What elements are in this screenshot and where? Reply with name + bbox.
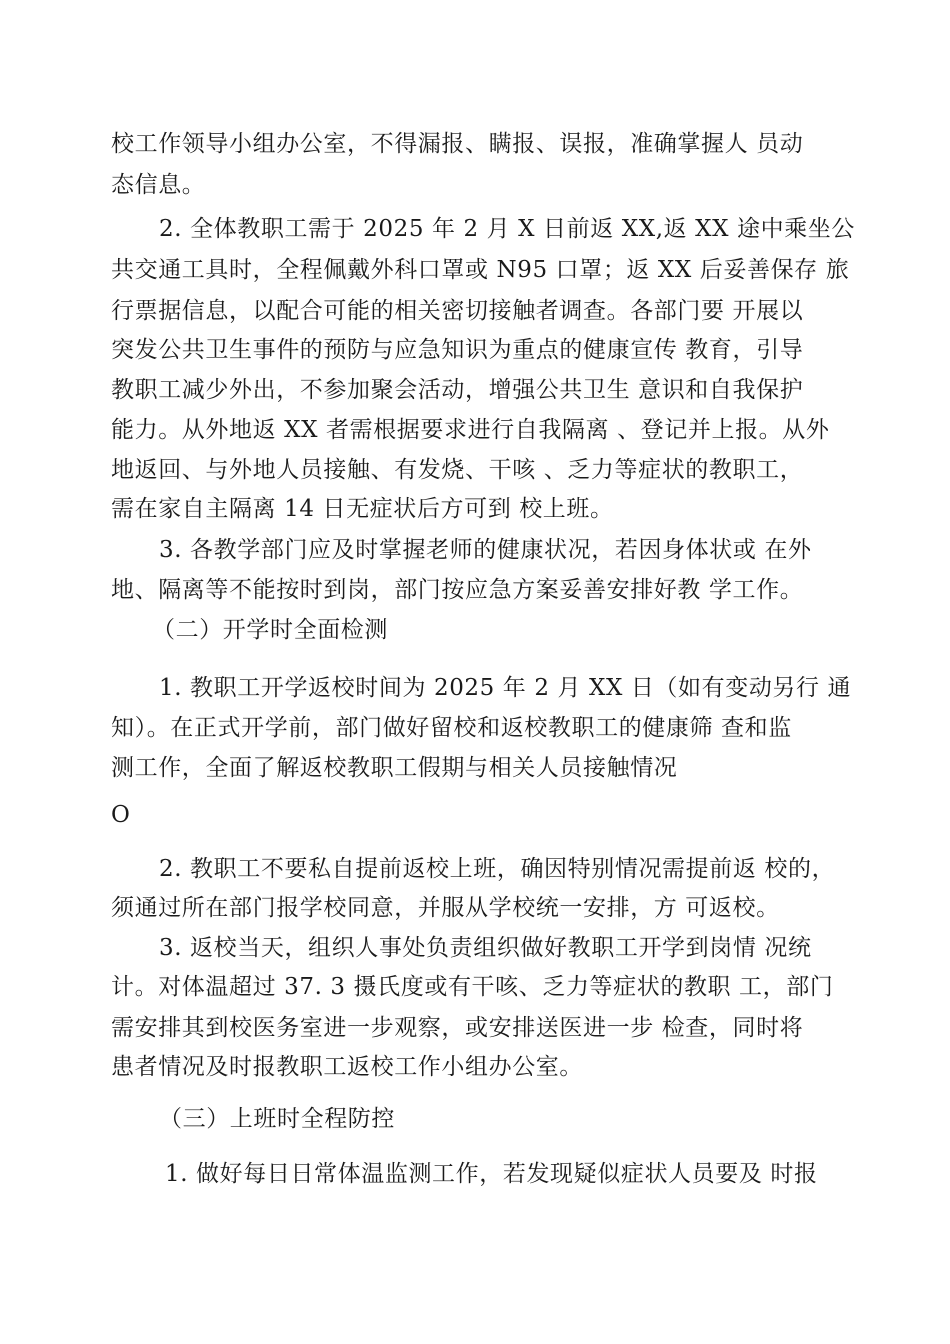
text-line: 校工作领导小组办公室，不得漏报、瞒报、误报，准确掌握人 员动 bbox=[111, 131, 804, 157]
text-line: 3. 返校当天，组织人事处负责组织做好教职工开学到岗情 况统 bbox=[159, 935, 812, 961]
text-line: 患者情况及时报教职工返校工作小组办公室。 bbox=[111, 1054, 583, 1080]
text-line: 突发公共卫生事件的预防与应急知识为重点的健康宣传 教育，引导 bbox=[111, 337, 804, 363]
text-line: 地、隔离等不能按时到岗，部门按应急方案妥善安排好教 学工作。 bbox=[111, 577, 804, 603]
text-line: 共交通工具时，全程佩戴外科口罩或 N95 口罩；返 XX 后妥善保存 旅 bbox=[111, 257, 850, 283]
text-line: 计。对体温超过 37. 3 摄氏度或有干咳、乏力等症状的教职 工，部门 bbox=[111, 974, 834, 1000]
text-line: 须通过所在部门报学校同意，并服从学校统一安排，方 可返校。 bbox=[111, 895, 780, 921]
text-line: 测工作，全面了解返校教职工假期与相关人员接触情况 bbox=[111, 755, 678, 781]
text-line: 2. 全体教职工需于 2025 年 2 月 X 日前返 XX,返 XX 途中乘坐公 bbox=[159, 216, 856, 242]
section-heading: （二）开学时全面检测 bbox=[152, 617, 388, 643]
text-line: 知）。在正式开学前，部门做好留校和返校教职工的健康筛 查和监 bbox=[111, 715, 792, 741]
text-line: 态信息。 bbox=[111, 172, 206, 198]
text-line: 地返回、与外地人员接触、有发烧、干咳 、乏力等症状的教职工， bbox=[111, 457, 804, 483]
text-line: 教职工减少外出，不参加聚会活动，增强公共卫生 意识和自我保护 bbox=[111, 377, 804, 403]
text-line: 3. 各教学部门应及时掌握老师的健康状况，若因身体状或 在外 bbox=[159, 537, 812, 563]
text-line: 需在家自主隔离 14 日无症状后方可到 校上班。 bbox=[111, 496, 614, 522]
text-line: 需安排其到校医务室进一步观察，或安排送医进一步 检查，同时将 bbox=[111, 1015, 804, 1041]
text-line: 1. 教职工开学返校时间为 2025 年 2 月 XX 日（如有变动另行 通 bbox=[159, 675, 852, 701]
text-line: 行票据信息，以配合可能的相关密切接触者调查。各部门要 开展以 bbox=[111, 298, 804, 324]
text-line: 2. 教职工不要私自提前返校上班，确因特别情况需提前返 校的， bbox=[159, 856, 836, 882]
text-line: O bbox=[111, 802, 131, 828]
text-line: 能力。从外地返 XX 者需根据要求进行自我隔离 、登记并上报。从外 bbox=[111, 417, 830, 443]
text-line: 1. 做好每日日常体温监测工作，若发现疑似症状人员要及 时报 bbox=[165, 1161, 818, 1187]
section-heading: （三）上班时全程防控 bbox=[159, 1106, 395, 1132]
